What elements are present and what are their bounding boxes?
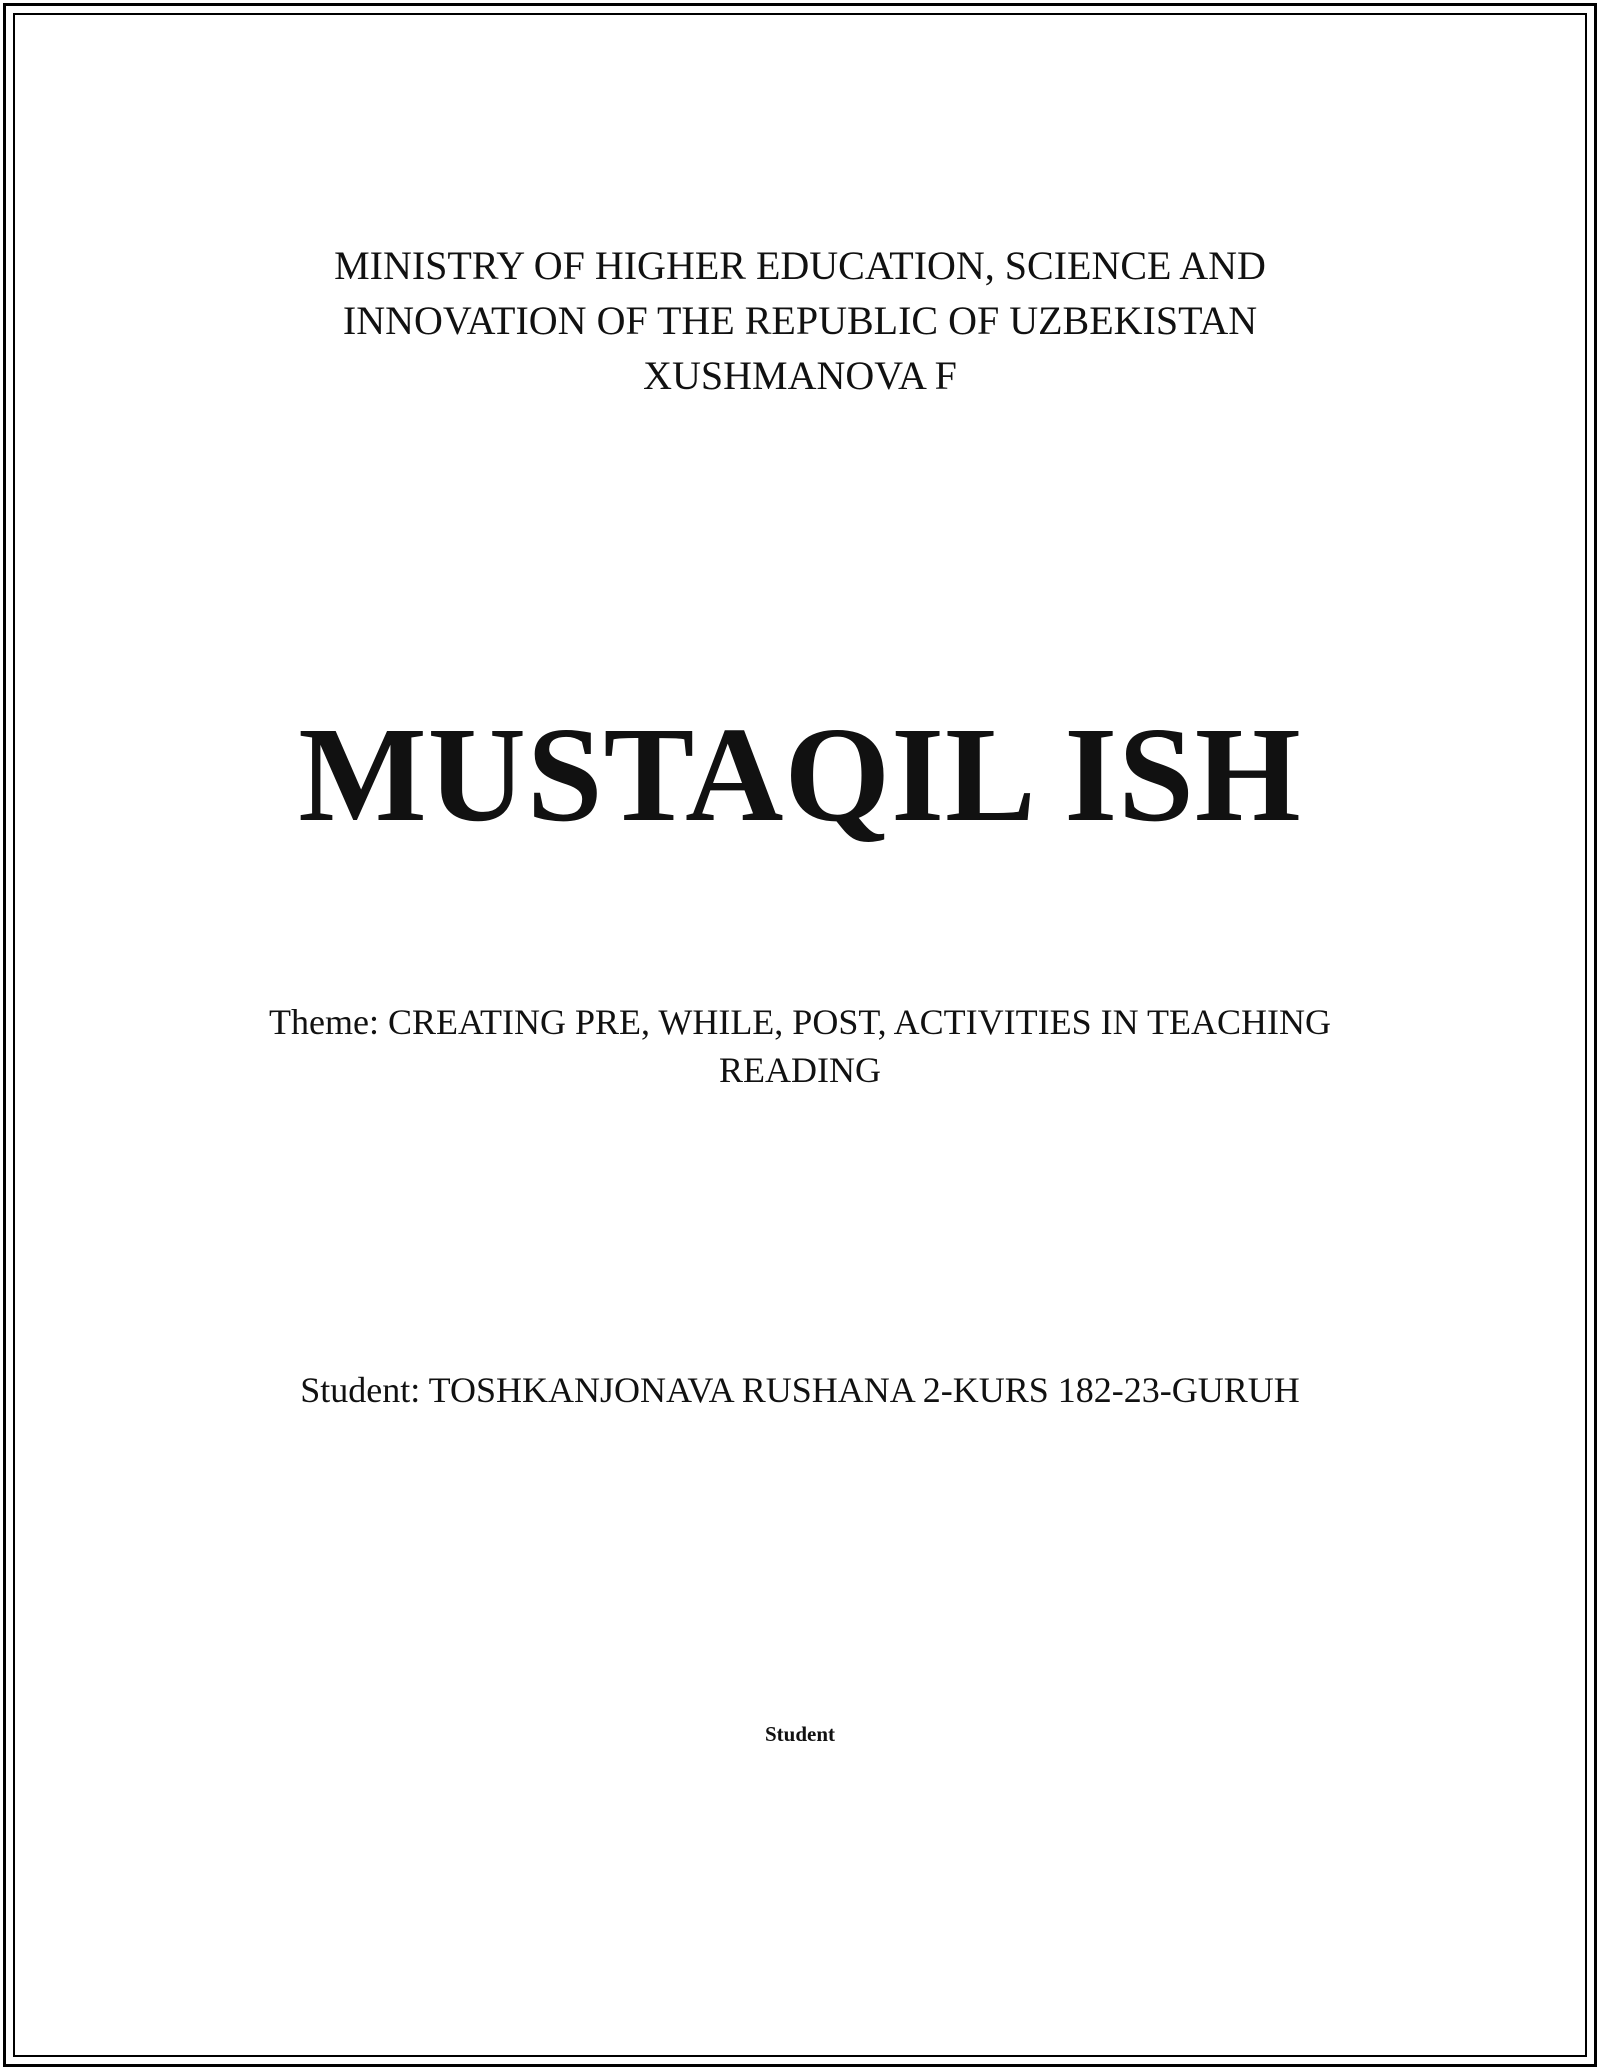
student-info: Student: TOSHKANJONAVA RUSHANA 2-KURS 182-23-GURUH — [300, 1370, 1300, 1410]
ministry-header-line-1: MINISTRY OF HIGHER EDUCATION, SCIENCE AND — [334, 243, 1266, 288]
theme-block — [0, 998, 1600, 1094]
theme-line-2: READING — [719, 1050, 881, 1090]
student-signature-label: Student — [764, 1722, 836, 1746]
theme-line-1: Theme: CREATING PRE, WHILE, POST, ACTIVITIES IN TEACHING — [269, 1002, 1331, 1042]
ministry-header — [0, 238, 1600, 403]
ministry-header-line-2: INNOVATION OF THE REPUBLIC OF UZBEKISTAN — [342, 298, 1258, 343]
document-title: MUSTAQIL ISH — [298, 700, 1302, 850]
teacher-name: XUSHMANOVA F — [643, 353, 957, 398]
